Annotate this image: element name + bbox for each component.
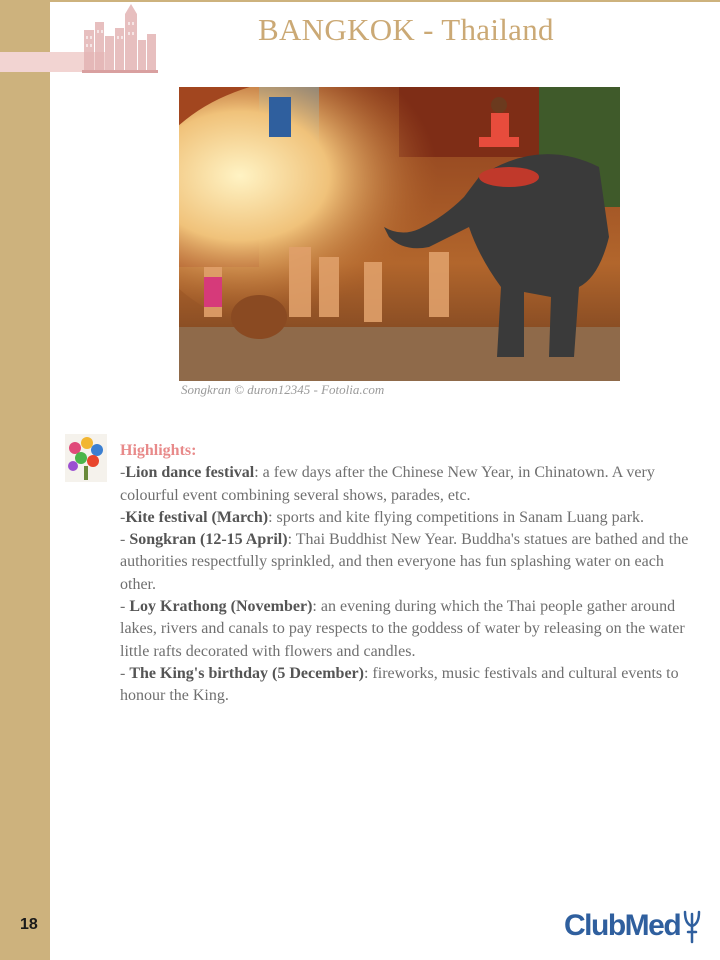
city-skyline-icon xyxy=(0,0,160,80)
highlight-item xyxy=(120,507,700,529)
item-prefix: - xyxy=(120,508,126,526)
event-name: The King's birthday (5 December) xyxy=(129,664,364,682)
highlight-item xyxy=(120,462,700,507)
item-prefix: - xyxy=(120,598,130,616)
event-description: : Thai Buddhist New Year. Buddha's statues are bathed and the authorities respectfully sprinkled, and then everyone has fun splashing water on each other. xyxy=(120,531,689,593)
header-decoration xyxy=(0,0,160,80)
page-title: BANGKOK - Thailand xyxy=(258,12,554,47)
event-description: : sports and kite flying competitions in Sanam Luang park. xyxy=(268,508,645,526)
logo-text: ClubMed xyxy=(564,909,681,942)
highlight-item xyxy=(120,529,700,596)
item-prefix: - xyxy=(120,464,126,482)
highlight-item xyxy=(120,596,700,663)
event-name: Lion dance festival xyxy=(125,464,255,482)
item-prefix: - xyxy=(120,531,130,549)
event-name: Kite festival (March) xyxy=(125,508,269,526)
flower-bouquet-icon xyxy=(65,434,107,482)
event-description: : a few days after the Chinese New Year, in Chinatown. A very colourful event combining several shows, parades, etc. xyxy=(120,464,655,504)
highlights-heading: Highlights: xyxy=(120,442,197,459)
page-number: 18 xyxy=(20,916,38,933)
event-description: : fireworks, music festivals and cultural events to honour the King. xyxy=(120,664,679,705)
songkran-photo xyxy=(179,87,620,381)
event-name: Songkran (12-15 April) xyxy=(129,531,288,549)
left-sidebar-bar xyxy=(0,0,50,960)
highlights-section xyxy=(120,440,700,708)
photo-caption: Songkran © duron12345 - Fotolia.com xyxy=(181,382,385,397)
clubmed-logo xyxy=(564,908,702,944)
trident-icon xyxy=(682,908,702,944)
item-prefix: - xyxy=(120,664,130,682)
highlight-item xyxy=(120,663,700,708)
event-description: : an evening during which the Thai people gather around lakes, rivers and canals to pay respects to the goddess of water by releasing on the water little rafts decorated with flowers and candles. xyxy=(120,598,685,660)
event-name: Loy Krathong (November) xyxy=(129,598,313,616)
